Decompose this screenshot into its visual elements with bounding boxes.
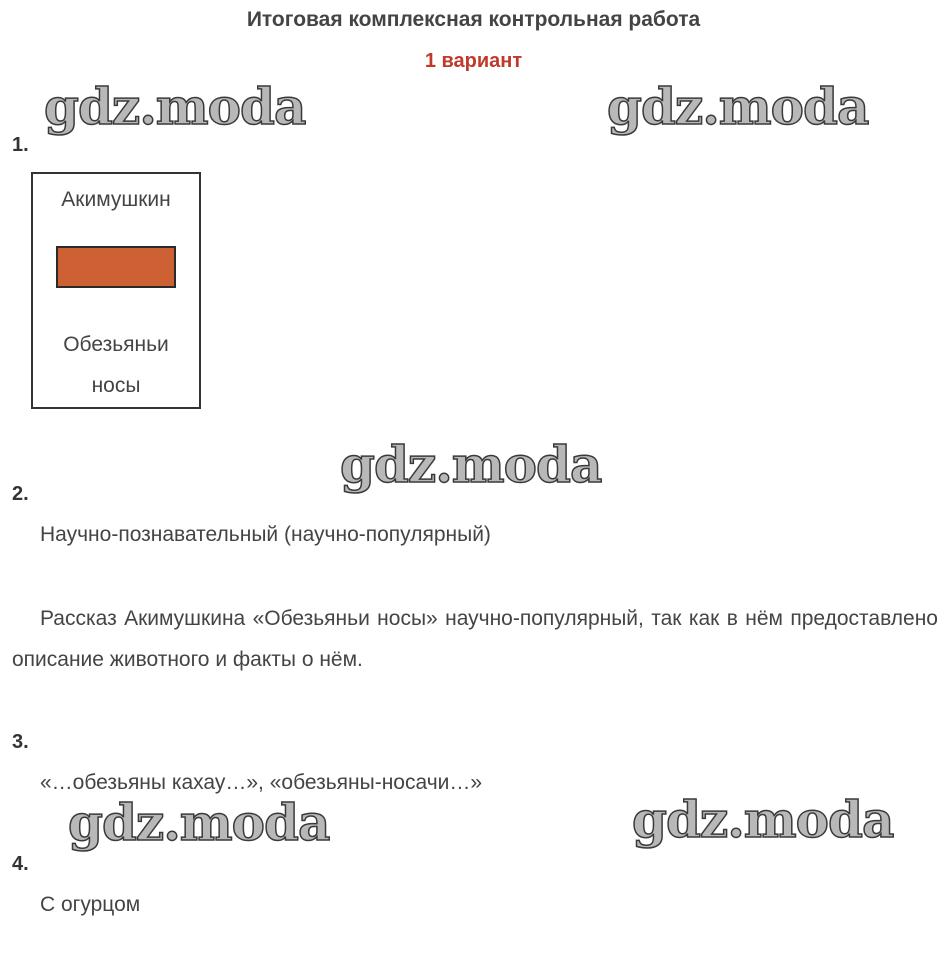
answer-3: «…обезьяны кахау…», «обезьяны-носачи…»: [40, 771, 483, 794]
watermark-logo: gdz.moda: [68, 793, 330, 852]
book-title-line-1: Обезьяньи: [63, 333, 169, 356]
answer-2-explanation: Рассказ Акимушкина «Обезьяньи носы» научно-популярный, так как в нём предоставлено описание животного и факты о нём.: [12, 607, 938, 671]
page-title: Итоговая комплексная контрольная работа: [246, 8, 701, 31]
watermark-logo: gdz.moda: [632, 790, 894, 849]
question-number-2: 2.: [12, 483, 29, 505]
answer-4: С огурцом: [40, 893, 141, 916]
book-cover-box: [31, 172, 201, 409]
variant-label: 1 вариант: [424, 50, 523, 72]
book-cover-rectangle: [56, 246, 176, 288]
question-number-3: 3.: [12, 731, 29, 753]
answer-2-genre: Научно-познавательный (научно-популярный): [40, 523, 491, 546]
question-number-4: 4.: [12, 853, 29, 875]
watermark-logo: gdz.moda: [340, 435, 602, 494]
book-title: [33, 324, 199, 406]
book-author: Акимушкин: [61, 188, 171, 211]
watermark-logo: gdz.moda: [607, 77, 869, 136]
question-number-1: 1.: [12, 134, 29, 156]
watermark-logo: gdz.moda: [44, 77, 306, 136]
book-title-line-2: носы: [91, 374, 141, 397]
